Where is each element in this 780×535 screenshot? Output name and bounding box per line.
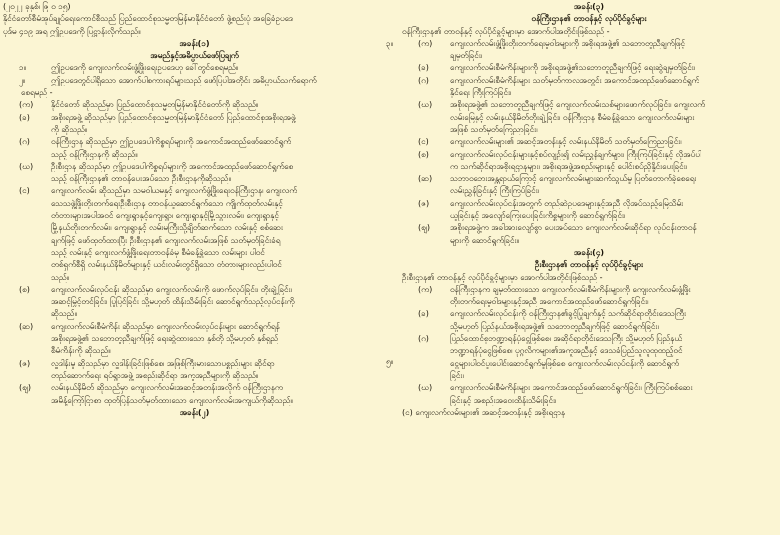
item-marker: (ဃ) (19, 160, 34, 171)
partial-line: (င) ကျေးလက်လမ်းများ၏ အဆင့်အတန်းနှင့် အစိုးရဌာန (402, 406, 566, 417)
continuation-line: နိုင်ရေး ကြီးကြပ်ခြင်း၊ (450, 87, 512, 98)
continuation-line: သည့် ဝန်ကြီးဌာနကို ဆိုသည်။ (51, 148, 138, 159)
item-marker: (င) (19, 185, 30, 196)
item-text: ကျေးလက်လမ်းလုပ်ငန်းများနှင့်စပ်လျဉ်း၍ လမ်းညွှန်ချက်များ၊ ကြီးကြပ်ခြင်းနှင့် လိုအပ်ပါ (450, 148, 702, 159)
list-item (402, 74, 776, 86)
continuation-line: ချမှတ်ခြင်း၊ (450, 50, 483, 61)
item-text: ဝန်ကြီးဌာနက ချမှတ်ထားသော ကျေးလက်လမ်းစီမံကိန်းများကို ကျေးလက်လမ်းဖွံ့ဖြိုး (450, 283, 691, 294)
list-item (402, 307, 776, 319)
item-text: ဝန်ကြီးဌာန ဆိုသည်မှာ ဤဥပဒေပါကိစ္စရပ်များကို အကောင်အထည်ဖော်ဆောင်ရွက် (51, 136, 292, 147)
item-marker: (က) (19, 99, 34, 110)
continuation-line: တည်ဆောက်ရေး ရပ်ရွာအဖွဲ့ အစည်းဆိုင်ရာ အကူအညီများကို ဆိုသည်။ (51, 369, 259, 380)
continuation-line: အဖြစ် သတ်မှတ်ကြေညာခြင်း၊ (450, 123, 538, 134)
item-text: ကျေးလက်လမ်းများ၏ အဆင့်အတန်းနှင့် လမ်းနယ်နိမိတ် သတ်မှတ်ကြေညာခြင်း၊ (450, 136, 682, 147)
item-marker: (က) (418, 37, 433, 48)
item-marker: (ဃ) (418, 382, 433, 393)
continuation-line: သည့် လမ်းနှင့် ကျေးလက်ဖွံ့ဖြိုးရေးတာဝန်ခံမှ စီမံခန့်ခွဲသော လမ်းများ ပါဝင် (51, 246, 265, 257)
item-marker: (ဂ) (418, 74, 429, 85)
left-column (3, 0, 386, 418)
continuation-line: အမိန့်ကြော်ငြာစာ ထုတ်ပြန်သတ်မှတ်ထားသော ကျေးလက်လမ်းအကျယ်ကိုဆိုသည်။ (51, 394, 293, 405)
continuation-line: များကို ဆောင်ရွက်ခြင်း။ (450, 234, 519, 245)
continuation-line: လမ်းမြေနှင့် လမ်းနယ်နိမိတ်တိုးချဲ့ခြင်း၊ ဝန်ကြီးဌာန စီမံခန့်ခွဲသော ကျေးလက်လမ်းများ (450, 111, 695, 122)
item-text: ကျေးလက်လမ်းစီမံကိန်းများ သတ်မှတ်ကာလအတွင်း အကောင်အထည်ဖော်ဆောင်ရွက် (450, 74, 700, 85)
continuation-line: တံတားများအပါအဝင် ကျေးရွာနှင့်ကျေးရွာ၊ ကျေးရွာနှင့်မြို့သွားလမ်း၊ ကျေးရွာနှင့် (51, 210, 279, 221)
text-line: ပုဒ်မ ၄၁၉ အရ ဤဥပဒေကို ပြဋ္ဌာန်းလိုက်သည်။ (3, 25, 141, 36)
continuation-line: သည့် ဝန်ကြီးဌာန၏ တာဝန်ပေးအပ်သော ဦးစီးဌာနကိုဆိုသည်။ (51, 173, 231, 184)
item-marker: (ဆ) (418, 173, 433, 184)
list-item (402, 381, 776, 393)
section-number-3: ၃။ (386, 38, 394, 48)
item-marker: (င) (418, 136, 429, 147)
item-marker: (ဆ) (19, 320, 34, 331)
item-marker: (ဂ) (418, 333, 429, 344)
list-item (3, 320, 386, 332)
section-number-5: ၅။ (386, 356, 394, 366)
item-text: ကျေးလက်လမ်းဖွံ့ဖြိုးတိုးတက်ရေးမူဝါဒများကို အစိုးရအဖွဲ့၏ သဘောတူညီချက်ဖြင့် (450, 37, 685, 48)
item-text: နိုင်ငံတော် ဆိုသည်မှာ ပြည်ထောင်စုသမ္မတမြန်မာနိုင်ငံတော်ကို ဆိုသည်။ (51, 99, 259, 110)
list-item (3, 184, 386, 196)
continuation-line: သည်။ (51, 271, 70, 282)
continuation-line: ဆိုသည်။ (51, 308, 77, 319)
list-item (402, 148, 776, 160)
chapter-heading: ဦးစီးဌာန၏ တာဝန်နှင့် လုပ်ပိုင်ခွင့်များ (534, 259, 644, 270)
item-text: ကျေးလက်လမ်းစီမံကိန်း ဆိုသည်မှာ ကျေးလက်လမ်းလုပ်ငန်းများ ဆောင်ရွက်ရန် (51, 320, 280, 331)
item-marker: (ဂ) (19, 136, 30, 147)
text-line: နိုင်ငံတော်စီမံအုပ်ချုပ်ရေးကောင်စီသည် ပြည်ထောင်စုသမ္မတမြန်မာနိုင်ငံတော် ဖွဲ့စည်းပုံ အခြေခံဥပဒေ (3, 13, 293, 24)
chapter-heading: အခန်း(၂) (179, 406, 210, 417)
item-text: ကျေးလက်လမ်းစီမံကိန်းများကို အစိုးရအဖွဲ့၏သဘောတူညီချက်ဖြင့် ရေးဆွဲချမှတ်ခြင်း၊ (450, 62, 696, 73)
list-item (3, 111, 386, 123)
continuation-line: တစ်ရှက်စီရှိ လမ်းနယ်နိမိတ်များနှင့် ယင်းလမ်းတွင်ရှိသော တံတားများလည်းပါဝင် (51, 259, 282, 270)
list-item (3, 160, 386, 172)
list-item (3, 135, 386, 147)
list-item (3, 357, 386, 369)
item-marker: (စ) (19, 283, 30, 294)
text-line: ဝန်ကြီးဌာန၏ တာဝန်နှင့် လုပ်ပိုင်ခွင့်များမှာ အောက်ပါအတိုင်းဖြစ်သည် - (402, 25, 610, 36)
continuation-line: တိုးတက်ရေးမူဝါဒများနှင့်အညီ အကောင်အထည်ဖော်ဆောင်ရွက်ခြင်း၊ (450, 296, 649, 307)
item-marker: (စ) (418, 148, 429, 159)
continuation-line: မြို့နယ်တိုးတက်လမ်း၊ ကျေးရွာနှင့် လမ်းမကြီးသို့ချိတ်ဆက်သော လမ်းနှင့် စစ်ဆေး (51, 222, 283, 233)
right-column (402, 0, 776, 418)
item-marker: (ဈ) (19, 382, 32, 393)
text-line: ဦးစီးဌာန၏ တာဝန်နှင့် လုပ်ပိုင်ခွင့်များမှာ အောက်ပါအတိုင်းဖြစ်သည် - (402, 271, 603, 282)
continuation-line: ချက်ဖြင့် ဖော်ထုတ်ထားပြီး ဦးစီးဌာန၏ ကျေးလက်လမ်းအဖြစ် သတ်မှတ်ခြင်းခံရ (51, 234, 281, 245)
list-item (402, 332, 776, 344)
list-item (3, 98, 386, 110)
item-text: ကျေးလက်လမ်းစီမံကိန်းများ အကောင်အထည်ဖော်ဆောင်ရွက်ခြင်း၊ ကြီးကြပ်စစ်ဆေး (450, 382, 693, 393)
continuation-line: က သက်ဆိုင်ရာအစိုးရဌာနများ၊ အစိုးရအဖွဲ့အစည်းများနှင့် ပေါင်းစပ်ညှိနှိုင်းပေးခြင်း၊ (450, 160, 687, 171)
item-text: ဤဥပဒေကို ကျေးလက်လမ်းဖွံ့ဖြိုးရေးဥပဒေဟု ခေါ်တွင်စေရမည်။ (51, 62, 239, 73)
list-item (402, 197, 776, 209)
item-marker: (ဇ) (19, 357, 31, 368)
item-text: အစိုးရအဖွဲ့ ဆိုသည်မှာ ပြည်ထောင်စုသမ္မတမြန်မာနိုင်ငံတော် ပြည်ထောင်စုအစိုးရအဖွဲ့ (51, 111, 296, 122)
list-item (402, 135, 776, 147)
numbered-paragraph (3, 61, 386, 73)
list-item (402, 172, 776, 184)
item-text: ဤဥပဒေတွင်ပါရှိသော အောက်ပါစကားရပ်များသည် ဖော်ပြပါအတိုင်း အဓိပ္ပာယ်သက်ရောက် (51, 74, 317, 85)
chapter-heading: အခန်း(၃) (573, 1, 605, 11)
continuation-line: ကို ဆိုသည်။ (51, 123, 88, 134)
list-item (3, 381, 386, 393)
item-text: ကျေးလက်လမ်းလုပ်ငန်း ဆိုသည်မှာ ကျေးလက်လမ်းကို ဖောက်လုပ်ခြင်း၊ တိုးချဲ့ခြင်း၊ (51, 283, 292, 294)
item-marker: (က) (418, 283, 433, 294)
continuation-line: လမ်းညွှန်ခြင်းနှင့် ကြီးကြပ်ခြင်း၊ (450, 185, 539, 196)
item-marker: (ခ) (19, 111, 30, 122)
list-item (402, 37, 776, 49)
item-text: သဘာဝဘေးအန္တရာယ်ကြောင့် ကျေးလက်လမ်းများဆက်သွယ်မှု ပြတ်တောက်ခဲ့စေရေး (450, 173, 697, 184)
item-text: ကျေးလက်လမ်း ဆိုသည်မှာ သမဝါယမနှင့် ကျေးလက်ဖွံ့ဖြိုးရေးဝန်ကြီးဌာန၊ ကျေးလက် (51, 185, 298, 196)
chapter-heading: အခန်း(၁) (179, 37, 210, 48)
chapter-heading: ဝန်ကြီးဌာန၏ တာဝန်နှင့် လုပ်ပိုင်ခွင့်များ (531, 13, 647, 24)
item-marker: (ဈ) (418, 222, 431, 233)
continuation-line: သေသဖွဲ့ဖြိုးတိုးတက်ရေးဦးစီးဌာန တာဝန်ယူဆောင်ရွက်သော ကျိုက်ထုတ်လမ်းနှင့် (51, 197, 283, 208)
item-marker: (ခ) (418, 308, 429, 319)
chapter-heading: အမည်နှင့်အဓိပ္ပာယ်ဖော်ပြချက် (150, 50, 239, 61)
partial-line: (၂၀၂၂ ခုနှစ်၊ ဇြ ဝ ၁၅) (3, 1, 71, 11)
continuation-line: ဘဏ္ဍာရန်ပုံငွေဖြစ်စေ၊ ပုဂ္ဂလိကများ၏အကူအညီနှင့် ဒေသခံပြည်သူလူထုထည့်ဝင် (450, 345, 683, 356)
item-text: ပြည်ထောင်စုဘဏ္ဍာရန်ပုံငွေဖြစ်စေ၊ အဆိုင်ရာတိုင်းဒေသကြီး သို့မဟုတ် ပြည်နယ် (450, 333, 683, 344)
list-item (402, 61, 776, 73)
list-item (402, 221, 776, 233)
list-item (402, 98, 776, 110)
item-marker: (ခ) (418, 62, 429, 73)
item-text: အစိုးရအဖွဲ့၏ သဘောတူညီချက်ဖြင့် ကျေးလက်လမ်းသစ်များဖောက်လုပ်ခြင်း၊ ကျေးလက် (450, 99, 706, 110)
chapter-heading: အခန်း(၄) (573, 246, 605, 257)
list-item (3, 283, 386, 295)
continuation-line: အစိုးရအဖွဲ့၏ သဘောတူညီချက်ဖြင့် ရေးဆွဲထားသော နှစ်တို သို့မဟုတ် နှစ်ရှည် (51, 333, 279, 344)
item-text: ဦးစီးဌာန ဆိုသည်မှာ ဤဥပဒေပါကိစ္စရပ်များကို အကောင်အထည်ဖော်ဆောင်ရွက်စေ (51, 160, 294, 171)
item-marker: ၂။ (19, 74, 26, 85)
item-marker: ၁။ (19, 62, 27, 73)
numbered-paragraph (3, 74, 386, 86)
item-text: လှူဒါန်းမှု ဆိုသည်မှာ လှူဒါန်းခြင်းဖြစ်စေ၊ အဖြစ်ကြီးမားသောပစ္စည်းများ ဆိုင်ရာ (51, 357, 275, 368)
continuation-line: ယူခြင်းနှင့် အလျော်ကြေးပေးခြင်းကိစ္စများကို ဆောင်ရွက်ခြင်း၊ (450, 210, 626, 221)
continuation-line: ခြင်း၊ (450, 369, 464, 380)
item-text: ကျေးလက်လမ်းလုပ်ငန်းကို ဝန်ကြီးဌာန၏ခွင့်ပြုချက်နှင့် သက်ဆိုင်ရာတိုင်းဒေသကြီး (450, 308, 687, 319)
list-item (402, 283, 776, 295)
continuation-line: အဆင့်မြှင့်တင်ခြင်း၊ ပြုပြင်ခြင်း သို့မဟုတ် ထိန်းသိမ်းခြင်း ဆောင်ရွက်သည့်လုပ်ငန်းကို (51, 296, 295, 307)
continuation-line: စီမံကိန်းကို ဆိုသည်။ (51, 345, 111, 356)
continuation-line: ငွေများပါဝင်ပူးပေါင်းဆောင်ရွက်မှုဖြစ်စေ ကျေးလက်လမ်းလုပ်ငန်းကို ဆောင်ရွက် (450, 357, 679, 368)
item-marker: (ဇ) (418, 197, 430, 208)
item-marker: (ဃ) (418, 99, 433, 110)
item-text: ကျေးလက်လမ်းလုပ်ငန်းအတွက် တည်ဆဲဥပဒေများနှင့်အညီ လိုအပ်သည့်မြေသိမ်း (450, 197, 684, 208)
item-text: လမ်းနယ်နိမိတ် ဆိုသည်မှာ ကျေးလက်လမ်းအဆင့်အတန်းအလိုက် ဝန်ကြီးဌာနက (51, 382, 283, 393)
continuation-line: သို့မဟုတ် ပြည်နယ်အစိုးရအဖွဲ့၏ သဘောတူညီချက်ဖြင့် ဆောင်ရွက်ခြင်း၊ (450, 320, 659, 331)
continuation-line: ခြင်းနှင့် အစည်းအဝေးထိန်းသိမ်းခြင်း၊ (450, 394, 557, 405)
continuation-line: စေရမည် - (21, 87, 53, 98)
item-text: အစိုးရအဖွဲ့က အခါအားလျော်စွာ ပေးအပ်သော ကျေးလက်လမ်းဆိုင်ရာ လုပ်ငန်းတာဝန် (450, 222, 697, 233)
